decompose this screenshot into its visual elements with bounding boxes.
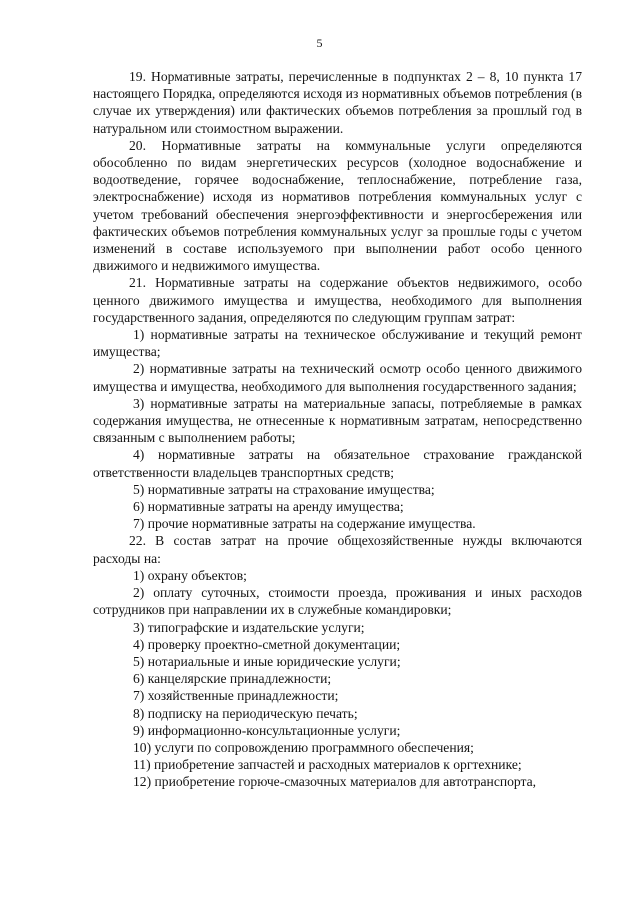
list-item: 6) канцелярские принадлежности;	[133, 671, 332, 687]
paragraph-20: 20. Нормативные затраты на коммунальные услуги определяются обособленно по видам энергетических ресурсов (холодное водоснабжение и водоотведение, горячее водоснабжение, теплоснабжение, потребление газа, электроснабжение) исходя из нормативов потребления коммунальных услуг с учетом требований обеспечения энергоэффективности и энергосбережения или фактических объемов потребления коммунальных услуг за прошлые годы с учетом изменений в составе используемого при выполнении работ особо ценного движимого и недвижимого имущества.	[93, 137, 582, 274]
list-item: 5) нормативные затраты на страхование имущества;	[133, 481, 435, 497]
list-item: 8) подписку на периодическую печать;	[133, 705, 358, 721]
list-item: 9) информационно-консультационные услуги;	[133, 722, 401, 738]
document-body	[93, 68, 582, 791]
list-item: 3) нормативные затраты на материальные запасы, потребляемые в рамках содержания имущества, не отнесенные к нормативным затратам, непосредственно связанным с выполнением работы;	[93, 395, 582, 446]
list-item: 4) проверку проектно-сметной документации;	[133, 636, 401, 652]
list-item: 1) охрану объектов;	[133, 567, 247, 583]
page-number: 5	[316, 36, 323, 50]
list-item: 1) нормативные затраты на техническое обслуживание и текущий ремонт имущества;	[93, 327, 582, 360]
paragraph-21: 21. Нормативные затраты на содержание объектов недвижимого, особо ценного движимого имущества и имущества, необходимого для выполнения государственного задания, определяются по следующим группам затрат:	[93, 275, 582, 325]
list-item: 12) приобретение горюче-смазочных материалов для автотранспорта,	[133, 774, 537, 790]
list-item: 2) оплату суточных, стоимости проезда, проживания и иных расходов сотрудников при направлении их в служебные командировки;	[93, 585, 582, 618]
list-item: 11) приобретение запчастей и расходных материалов к оргтехнике;	[133, 757, 522, 773]
list-item: 6) нормативные затраты на аренду имущества;	[133, 499, 404, 515]
list-item: 7) прочие нормативные затраты на содержание имущества.	[133, 516, 476, 532]
list-item: 2) нормативные затраты на технический осмотр особо ценного движимого имущества и имущества, необходимого для выполнения государственного задания;	[93, 361, 582, 394]
paragraph-19: 19. Нормативные затраты, перечисленные в подпунктах 2 – 8, 10 пункта 17 настоящего Порядка, определяются исходя из нормативных объемов потребления (в случае их утверждения) или фактических объемов потребления за прошлый год в натуральном или стоимостном выражении.	[93, 69, 582, 136]
list-item: 7) хозяйственные принадлежности;	[133, 688, 339, 704]
paragraph-22: 22. В состав затрат на прочие общехозяйственные нужды включаются расходы на:	[93, 533, 582, 566]
list-item: 5) нотариальные и иные юридические услуги;	[133, 653, 401, 669]
list-item: 3) типографские и издательские услуги;	[133, 619, 365, 635]
list-item: 10) услуги по сопровождению программного обеспечения;	[133, 739, 474, 755]
list-item: 4) нормативные затраты на обязательное страхование гражданской ответственности владельцев транспортных средств;	[93, 447, 582, 480]
